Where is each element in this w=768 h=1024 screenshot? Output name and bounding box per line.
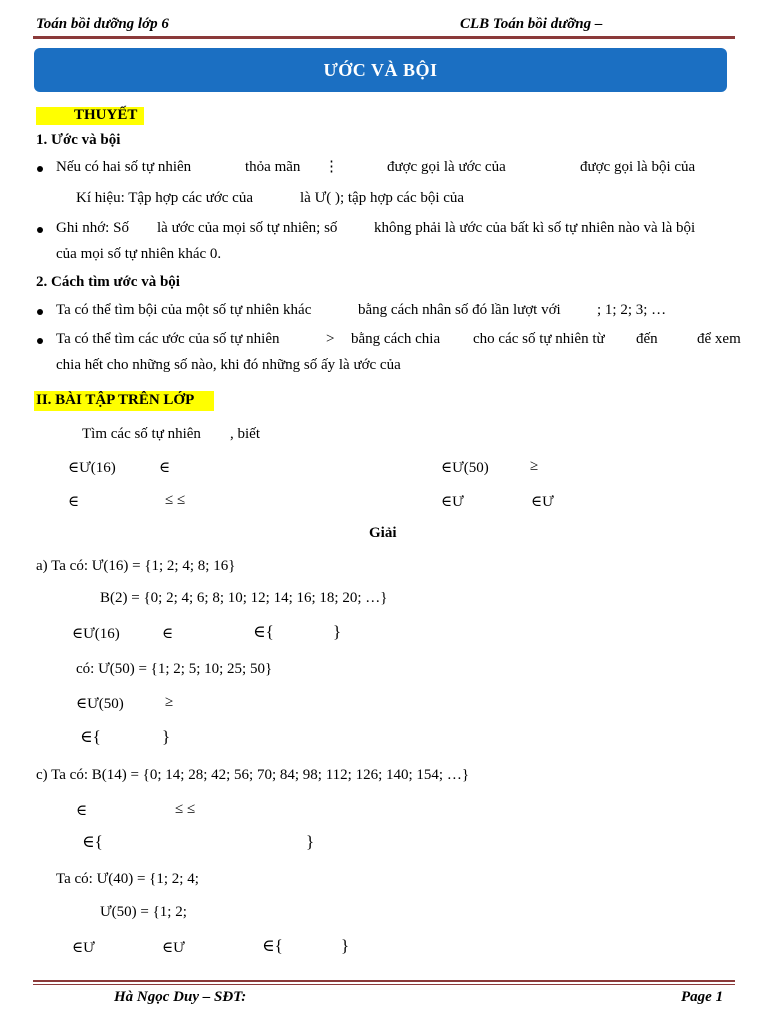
sol-b-line2-p2: ≥ [165, 694, 174, 710]
sol-c-line2-p1: ∈ [76, 803, 88, 819]
b1-part-a: Nếu có hai số tự nhiên [56, 159, 192, 175]
sol-a-line3-p4: } [333, 622, 342, 641]
bullet-dot [37, 227, 43, 233]
sol-d-line3-p4: } [341, 936, 350, 955]
prompt-part-a: Tìm các số tự nhiên [82, 426, 201, 442]
b4-part-b: > [326, 331, 335, 347]
sol-d-line3-p1: ∈Ư [72, 940, 95, 956]
b2-part-c: không phải là ước của bất kì số tự nhiên nào và là bội [374, 220, 696, 236]
bullet-dot [37, 309, 43, 315]
footer-rule-bottom [33, 984, 735, 985]
b4-line2: chia hết cho những số nào, khi đó những số ấy là ước của [56, 357, 401, 373]
b1-part-d: được gọi là ước của [387, 159, 506, 175]
page-title: ƯỚC VÀ BỘI [323, 59, 438, 80]
sol-c-line2-p2: ≤ ≤ [175, 801, 196, 817]
q-c-cond1: ∈ [68, 494, 80, 510]
header-right: CLB Toán bồi dưỡng – [460, 16, 603, 32]
solution-heading: Giải [369, 525, 397, 541]
sol-d-line1: Ta có: Ư(40) = {1; 2; 4; [56, 871, 199, 887]
q-c-cond2: ≤ ≤ [165, 492, 186, 508]
page-number: Page 1 [681, 989, 724, 1005]
theory-heading: THUYẾT [74, 107, 138, 123]
b4-part-a: Ta có thể tìm các ước của số tự nhiên [56, 331, 280, 347]
sol-c-line3-p2: } [306, 832, 315, 851]
b4-part-e: đến [636, 331, 658, 347]
b3-part-c: ; 1; 2; 3; … [597, 302, 667, 318]
q-b-cond2: ≥ [530, 458, 539, 474]
q-b-cond1: ∈Ư(50) [441, 460, 489, 476]
b4-part-f: để xem [697, 331, 741, 347]
bullet-dot [37, 166, 43, 172]
prompt-part-b: , biết [230, 426, 260, 442]
bullet-dot [37, 338, 43, 344]
footer-left: Hà Ngọc Duy – SĐT: [114, 989, 247, 1005]
q-d-cond2: ∈Ư [531, 494, 554, 510]
sol-b-line1: có: Ư(50) = {1; 2; 5; 10; 25; 50} [76, 661, 273, 677]
sol-b-line2-p1: ∈Ư(50) [76, 696, 124, 712]
title-banner [34, 48, 727, 92]
sol-a-line1: a) Ta có: Ư(16) = {1; 2; 4; 8; 16} [36, 558, 236, 574]
b2-part-a: Ghi nhớ: Số [56, 220, 129, 236]
kihieu-part-a: Kí hiệu: Tập hợp các ước của [76, 190, 253, 206]
sol-a-line3-p3: ∈{ [253, 622, 274, 641]
sol-a-line3-p2: ∈ [162, 626, 174, 642]
sol-c-line3-p1: ∈{ [82, 832, 103, 851]
b4-part-d: cho các số tự nhiên từ [473, 331, 605, 347]
sol-a-line2: B(2) = {0; 2; 4; 6; 8; 10; 12; 14; 16; 18; 20; …} [100, 590, 388, 606]
sol-b-line3-p2: } [162, 727, 171, 746]
footer-rule-top [33, 980, 735, 982]
b1-part-b: thỏa mãn [245, 159, 301, 175]
sol-b-line3-p1: ∈{ [80, 727, 101, 746]
section-1-heading: 1. Ước và bội [36, 132, 121, 148]
kihieu-part-b: là Ư( ); tập hợp các bội của [300, 190, 465, 206]
section-2-heading: 2. Cách tìm ước và bội [36, 274, 180, 290]
b1-divides-symbol: ⋮ [324, 159, 339, 175]
b4-part-c: bằng cách chia [351, 331, 441, 347]
sol-d-line3-p2: ∈Ư [162, 940, 185, 956]
sol-c-line1: c) Ta có: B(14) = {0; 14; 28; 42; 56; 70; 84; 98; 112; 126; 140; 154; …} [36, 767, 470, 783]
header-rule [33, 36, 735, 39]
sol-d-line3-p3: ∈{ [262, 936, 283, 955]
b2-part-b: là ước của mọi số tự nhiên; số [157, 220, 338, 236]
b2-line2: của mọi số tự nhiên khác 0. [56, 246, 222, 262]
q-d-cond1: ∈Ư [441, 494, 464, 510]
exercise-heading: II. BÀI TẬP TRÊN LỚP [36, 392, 195, 408]
q-a-cond2: ∈ [159, 460, 171, 476]
sol-d-line2: Ư(50) = {1; 2; [100, 904, 187, 920]
sol-a-line3-p1: ∈Ư(16) [72, 626, 120, 642]
b1-part-e: được gọi là bội của [580, 159, 696, 175]
b3-part-b: bằng cách nhân số đó lần lượt với [358, 302, 561, 318]
b3-part-a: Ta có thể tìm bội của một số tự nhiên khác [56, 302, 312, 318]
header-left: Toán bồi dưỡng lớp 6 [36, 16, 169, 32]
q-a-cond1: ∈Ư(16) [68, 460, 116, 476]
